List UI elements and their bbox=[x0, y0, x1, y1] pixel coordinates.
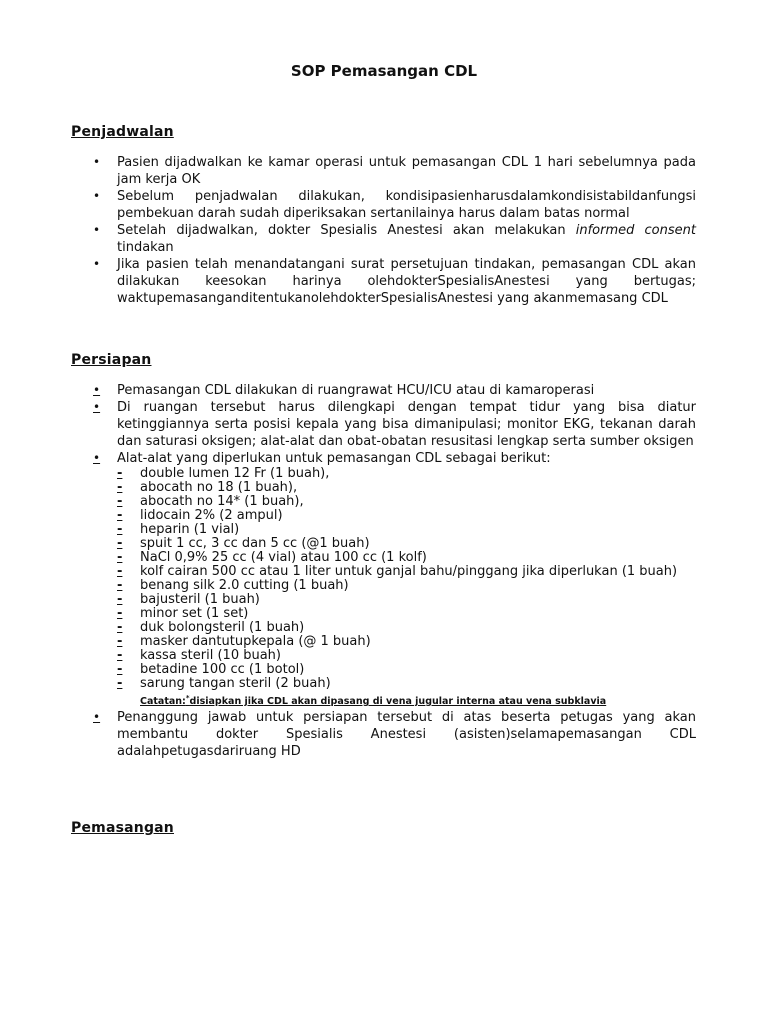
dash-icon: - bbox=[117, 480, 123, 495]
tool-item-text: heparin (1 vial) bbox=[140, 522, 240, 537]
tool-item bbox=[117, 635, 696, 649]
tool-item bbox=[117, 523, 696, 537]
bullet-icon: • bbox=[93, 400, 101, 414]
tool-item bbox=[117, 677, 696, 691]
dash-icon: - bbox=[117, 466, 123, 481]
tool-item bbox=[117, 551, 696, 565]
list-item-text: Alat-alat yang diperlukan untuk pemasangan CDL sebagai berikut: bbox=[117, 451, 551, 466]
tool-item-text: duk bolongsteril (1 buah) bbox=[140, 620, 305, 635]
tools-sublist bbox=[0, 467, 768, 709]
document-title: SOP Pemasangan CDL bbox=[290, 62, 478, 80]
tool-item-text: minor set (1 set) bbox=[140, 606, 249, 621]
section-heading-pemasangan: Pemasangan bbox=[71, 820, 174, 836]
tool-item bbox=[117, 495, 696, 509]
penjadwalan-list bbox=[0, 154, 768, 307]
tool-item-text: lidocain 2% (2 ampul) bbox=[140, 508, 283, 523]
tool-item-text: sarung tangan steril (2 buah) bbox=[140, 676, 331, 691]
list-item-text: Penanggung jawab untuk persiapan tersebut di atas beserta petugas yang akan membantu dokter Spesialis Anestesi (asisten)selamapemasangan CDL adalahpetugasdariruang HD bbox=[117, 710, 696, 760]
tool-item-text: spuit 1 cc, 3 cc dan 5 cc (@1 buah) bbox=[140, 536, 370, 551]
bullet-icon: • bbox=[93, 189, 101, 203]
list-item bbox=[0, 222, 768, 256]
list-item bbox=[0, 399, 768, 450]
dash-icon: - bbox=[117, 634, 123, 649]
dash-icon: - bbox=[117, 564, 123, 579]
list-item-text: Jika pasien telah menandatangani surat persetujuan tindakan, pemasangan CDL akan dilakukan keesokan harinya olehdokterSpesialisAnestesi yang bertugas; waktupemasanganditentukanolehdokterSpesialisAnestesi yang akanmemasang CDL bbox=[117, 257, 696, 306]
dash-icon: - bbox=[117, 662, 123, 677]
dash-icon: - bbox=[117, 592, 123, 607]
dash-icon: - bbox=[117, 494, 123, 509]
persiapan-list bbox=[0, 382, 768, 760]
tool-item bbox=[117, 467, 696, 481]
bullet-icon: • bbox=[93, 451, 101, 465]
note-label: Catatan: bbox=[140, 696, 186, 708]
dash-icon: - bbox=[117, 508, 123, 523]
list-item-text: Pasien dijadwalkan ke kamar operasi untuk pemasangan CDL 1 hari sebelumnya pada jam kerja OK bbox=[117, 155, 696, 187]
tool-item bbox=[117, 663, 696, 677]
dash-icon: - bbox=[117, 648, 123, 663]
tool-item-text: masker dantutupkepala (@ 1 buah) bbox=[140, 634, 371, 649]
bullet-icon: • bbox=[93, 710, 101, 725]
list-item-text bbox=[117, 222, 696, 256]
tools-note bbox=[140, 691, 768, 709]
section-heading-persiapan: Persiapan bbox=[71, 352, 152, 368]
tool-item bbox=[117, 565, 696, 579]
dash-icon: - bbox=[117, 550, 123, 565]
bullet-icon: • bbox=[93, 383, 101, 397]
tool-item-text: kolf cairan 500 cc atau 1 liter untuk ganjal bahu/pinggang jika diperlukan (1 buah) bbox=[140, 564, 678, 579]
list-item bbox=[0, 256, 768, 307]
list-item bbox=[0, 450, 768, 467]
dash-icon: - bbox=[117, 620, 123, 635]
text-run: tindakan bbox=[117, 240, 174, 255]
tool-item-text: abocath no 18 (1 buah), bbox=[140, 480, 298, 495]
list-item bbox=[0, 154, 768, 188]
tool-item bbox=[117, 481, 696, 495]
tool-item-text: bajusteril (1 buah) bbox=[140, 592, 260, 607]
tool-item-text: abocath no 14* (1 buah), bbox=[140, 494, 304, 509]
tool-item-text: NaCl 0,9% 25 cc (4 vial) atau 100 cc (1 kolf) bbox=[140, 550, 427, 565]
tool-item bbox=[117, 607, 696, 621]
list-item bbox=[0, 188, 768, 222]
tool-item bbox=[117, 509, 696, 523]
tool-item-text: benang silk 2.0 cutting (1 buah) bbox=[140, 578, 349, 593]
italic-term: informed consent bbox=[575, 223, 696, 238]
section-heading-penjadwalan: Penjadwalan bbox=[71, 124, 174, 140]
tool-item bbox=[117, 593, 696, 607]
dash-icon: - bbox=[117, 606, 123, 621]
note-asterisk: * bbox=[185, 694, 190, 702]
list-item bbox=[0, 382, 768, 399]
tool-item bbox=[117, 537, 696, 551]
tool-item bbox=[117, 579, 696, 593]
note-text: disiapkan jika CDL akan dipasang di vena jugular interna atau vena subklavia bbox=[189, 696, 607, 708]
dash-icon: - bbox=[117, 522, 123, 537]
dash-icon: - bbox=[117, 578, 123, 593]
list-item-text: Di ruangan tersebut harus dilengkapi dengan tempat tidur yang bisa diatur ketinggiannya serta posisi kepala yang bisa dimanipulasi; monitor EKG, tekanan darah dan saturasi oksigen; alat-alat dan obat-obatan resusitasi lengkap serta sumber oksigen bbox=[117, 400, 696, 449]
tool-item bbox=[117, 621, 696, 635]
list-item-text: Pemasangan CDL dilakukan di ruangrawat HCU/ICU atau di kamaroperasi bbox=[117, 383, 595, 398]
bullet-icon: • bbox=[93, 155, 101, 169]
bullet-icon: • bbox=[93, 223, 101, 237]
tool-item bbox=[117, 649, 696, 663]
list-item-text: Sebelum penjadwalan dilakukan, kondisipasienharusdalamkondisistabildanfungsi pembekuan darah sudah diperiksakan sertanilainya harus dalam batas normal bbox=[117, 189, 696, 221]
text-run: Setelah dijadwalkan, dokter Spesialis Anestesi akan melakukan bbox=[117, 223, 576, 238]
tool-item-text: kassa steril (10 buah) bbox=[140, 648, 281, 663]
bullet-icon: • bbox=[93, 257, 101, 271]
dash-icon: - bbox=[117, 676, 123, 691]
tool-item-text: betadine 100 cc (1 botol) bbox=[140, 662, 305, 677]
tools-list bbox=[117, 467, 696, 691]
dash-icon: - bbox=[117, 536, 123, 551]
list-item bbox=[0, 709, 768, 760]
tool-item-text: double lumen 12 Fr (1 buah), bbox=[140, 466, 330, 481]
